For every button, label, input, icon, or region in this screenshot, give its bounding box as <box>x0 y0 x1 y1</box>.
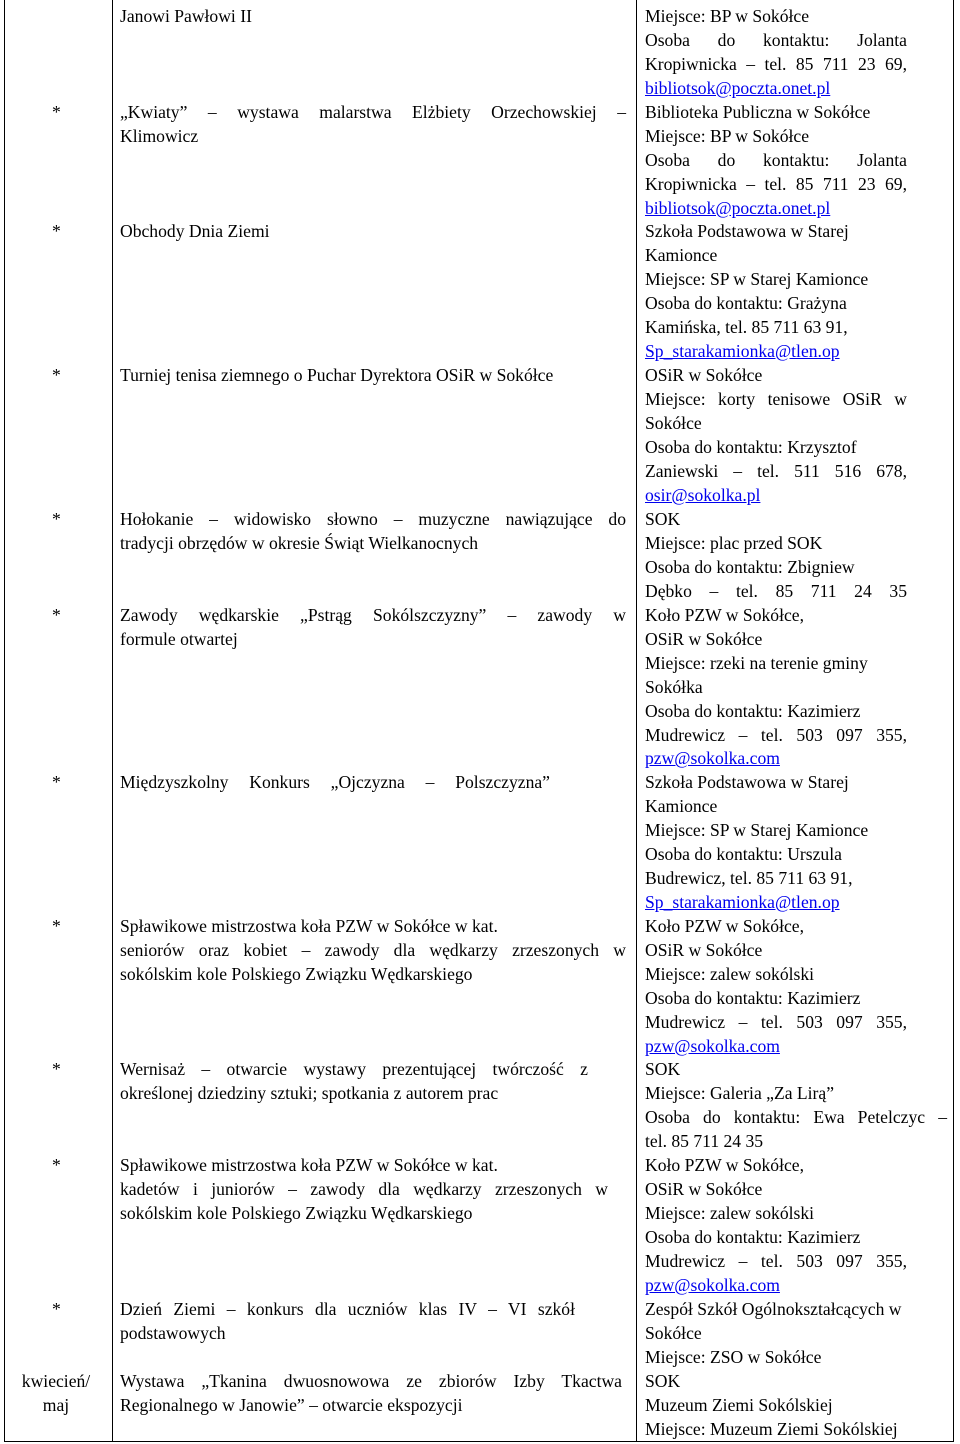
email-link[interactable]: bibliotsok@poczta.onet.pl <box>645 77 831 98</box>
info-line: Osoba do kontaktu: Ewa Petelczyc – <box>645 1106 947 1127</box>
event-description <box>120 1058 626 1106</box>
info-line: Kropiwnicka – tel. 85 711 23 69, <box>645 173 907 194</box>
column-divider-date <box>112 0 113 1442</box>
info-line: Kamińska, tel. 85 711 63 91, <box>645 316 848 337</box>
info-line: Muzeum Ziemi Sokólskiej <box>645 1394 833 1415</box>
column-divider-info <box>636 0 637 1442</box>
description-line: Janowi Pawłowi II <box>120 6 252 26</box>
info-line: Miejsce: SP w Starej Kamionce <box>645 819 869 840</box>
info-line: OSiR w Sokółce <box>645 1178 763 1199</box>
description-line: Obchody Dnia Ziemi <box>120 221 270 241</box>
organizer-info <box>645 5 907 101</box>
email-link[interactable]: Sp_starakamionka@tlen.op <box>645 340 840 361</box>
row-bullet: * <box>52 772 61 792</box>
description-line: określonej dziedziny sztuki; spotkania z autorem prac <box>120 1082 499 1103</box>
info-line: Zaniewski – tel. 511 516 678, <box>645 460 907 481</box>
info-line: OSiR w Sokółce <box>645 939 763 960</box>
description-line: Spławikowe mistrzostwa koła PZW w Sokółce w kat. <box>120 916 498 936</box>
row-bullet: * <box>52 1155 61 1175</box>
info-line: Osoba do kontaktu: Zbigniew <box>645 556 855 577</box>
info-line: Osoba do kontaktu: Urszula <box>645 843 842 864</box>
event-description <box>120 220 626 244</box>
description-line: Regionalnego w Janowie” – otwarcie ekspozycji <box>120 1394 463 1415</box>
event-description <box>120 1298 626 1346</box>
info-line: Koło PZW w Sokółce, <box>645 1155 804 1175</box>
info-line: Miejsce: SP w Starej Kamionce <box>645 268 869 289</box>
description-line: kadetów i juniorów – zawody dla wędkarzy zrzeszonych w <box>120 1178 608 1199</box>
info-line: Miejsce: plac przed SOK <box>645 532 823 553</box>
organizer-info <box>645 101 907 221</box>
info-line: Miejsce: Muzeum Ziemi Sokólskiej <box>645 1418 898 1439</box>
description-line: Klimowicz <box>120 125 199 146</box>
info-line: Biblioteka Publiczna w Sokółce <box>645 102 871 122</box>
info-line: Miejsce: rzeki na terenie gminy <box>645 652 868 673</box>
row-bullet: * <box>52 102 61 122</box>
email-link[interactable]: pzw@sokolka.com <box>645 748 780 769</box>
event-description <box>120 5 626 29</box>
description-line: podstawowych <box>120 1322 226 1343</box>
info-line: tel. 85 711 24 35 <box>645 1130 764 1151</box>
row-bullet: * <box>52 221 61 241</box>
info-line: Osoba do kontaktu: Krzysztof <box>645 436 857 457</box>
date-line: kwiecień/ <box>21 1371 91 1391</box>
event-description <box>120 1154 626 1226</box>
info-line: Osoba do kontaktu: Grażyna <box>645 292 847 313</box>
info-line: Sokółce <box>645 1322 702 1343</box>
info-line: Miejsce: korty tenisowe OSiR w <box>645 388 907 409</box>
email-link[interactable]: osir@sokolka.pl <box>645 484 761 505</box>
event-description <box>120 101 626 149</box>
event-description <box>120 364 626 388</box>
info-line: Szkoła Podstawowa w Starej <box>645 221 849 241</box>
event-description <box>120 604 626 652</box>
description-line: Turniej tenisa ziemnego o Puchar Dyrektora OSiR w Sokółce <box>120 365 554 385</box>
date-line: maj <box>42 1394 70 1415</box>
event-description <box>120 508 626 556</box>
description-line: Dzień Ziemi – konkurs dla uczniów klas IV – VI szkół <box>120 1299 575 1319</box>
info-line: SOK <box>645 1059 681 1079</box>
info-line: Mudrewicz – tel. 503 097 355, <box>645 724 907 745</box>
event-description <box>120 1370 626 1418</box>
email-link[interactable]: bibliotsok@poczta.onet.pl <box>645 197 831 218</box>
row-bullet: * <box>52 916 61 936</box>
info-line: Kamionce <box>645 244 718 265</box>
info-line: OSiR w Sokółce <box>645 628 763 649</box>
description-line: Zawody wędkarskie „Pstrąg Sokólszczyzny” – zawody w <box>120 605 626 625</box>
info-line: Dębko – tel. 85 711 24 35 <box>645 580 907 601</box>
info-line: Sokółka <box>645 676 703 697</box>
organizer-info <box>645 364 907 507</box>
description-line: tradycji obrzędów w okresie Świąt Wielkanocnych <box>120 532 479 553</box>
info-line: Miejsce: zalew sokólski <box>645 1202 815 1223</box>
info-line: Osoba do kontaktu: Kazimierz <box>645 987 861 1008</box>
info-line: Miejsce: ZSO w Sokółce <box>645 1346 822 1367</box>
info-line: Miejsce: BP w Sokółce <box>645 125 810 146</box>
info-line: Mudrewicz – tel. 503 097 355, <box>645 1011 907 1032</box>
info-line: Miejsce: BP w Sokółce <box>645 6 810 26</box>
description-line: seniorów oraz kobiet – zawody dla wędkarzy zrzeszonych w <box>120 939 626 960</box>
info-line: Zespół Szkół Ogólnokształcących w <box>645 1299 902 1319</box>
info-line: OSiR w Sokółce <box>645 365 763 385</box>
info-line: SOK <box>645 1371 681 1391</box>
description-line: Wernisaż – otwarcie wystawy prezentującej twórczość z <box>120 1059 588 1079</box>
event-description <box>120 771 626 795</box>
info-line: Mudrewicz – tel. 503 097 355, <box>645 1250 907 1271</box>
info-line: Osoba do kontaktu: Jolanta <box>645 29 907 50</box>
info-line: Kropiwnicka – tel. 85 711 23 69, <box>645 53 907 74</box>
organizer-info <box>645 915 907 1058</box>
description-line: „Kwiaty” – wystawa malarstwa Elżbiety Orzechowskiej – <box>120 102 626 122</box>
description-line: formule otwartej <box>120 628 238 649</box>
description-line: Międzyszkolny Konkurs „Ojczyzna – Polszczyzna” <box>120 772 550 792</box>
email-link[interactable]: pzw@sokolka.com <box>645 1035 780 1056</box>
description-line: sokólskim kole Polskiego Związku Wędkarskiego <box>120 1202 473 1223</box>
description-line: Wystawa „Tkanina dwuosnowowa ze zbiorów Izby Tkactwa <box>120 1371 622 1391</box>
description-line: sokólskim kole Polskiego Związku Wędkarskiego <box>120 963 473 984</box>
info-line: Koło PZW w Sokółce, <box>645 916 804 936</box>
row-bullet: * <box>52 509 61 529</box>
info-line: Sokółce <box>645 412 702 433</box>
info-line: Budrewicz, tel. 85 711 63 91, <box>645 867 853 888</box>
info-line: Koło PZW w Sokółce, <box>645 605 804 625</box>
info-line: Szkoła Podstawowa w Starej <box>645 772 849 792</box>
description-line: Hołokanie – widowisko słowno – muzyczne nawiązujące do <box>120 509 626 529</box>
info-line: Kamionce <box>645 795 718 816</box>
info-line: Osoba do kontaktu: Jolanta <box>645 149 907 170</box>
organizer-info <box>645 1154 907 1297</box>
row-bullet: * <box>52 605 61 625</box>
date-cell <box>6 1370 106 1418</box>
info-line: Osoba do kontaktu: Kazimierz <box>645 700 861 721</box>
row-bullet: * <box>52 1059 61 1079</box>
organizer-info <box>645 508 907 604</box>
info-line: Miejsce: Galeria „Za Lirą” <box>645 1082 835 1103</box>
organizer-info <box>645 220 907 363</box>
row-bullet: * <box>52 1299 61 1319</box>
organizer-info <box>645 1298 907 1370</box>
description-line: Spławikowe mistrzostwa koła PZW w Sokółce w kat. <box>120 1155 498 1175</box>
info-line: Miejsce: zalew sokólski <box>645 963 815 984</box>
info-line: Osoba do kontaktu: Kazimierz <box>645 1226 861 1247</box>
info-line: SOK <box>645 509 681 529</box>
email-link[interactable]: pzw@sokolka.com <box>645 1274 780 1295</box>
organizer-info <box>645 604 907 771</box>
organizer-info <box>645 1058 947 1154</box>
email-link[interactable]: Sp_starakamionka@tlen.op <box>645 891 840 912</box>
organizer-info <box>645 1370 907 1442</box>
event-description <box>120 915 626 987</box>
row-bullet: * <box>52 365 61 385</box>
organizer-info <box>645 771 907 914</box>
